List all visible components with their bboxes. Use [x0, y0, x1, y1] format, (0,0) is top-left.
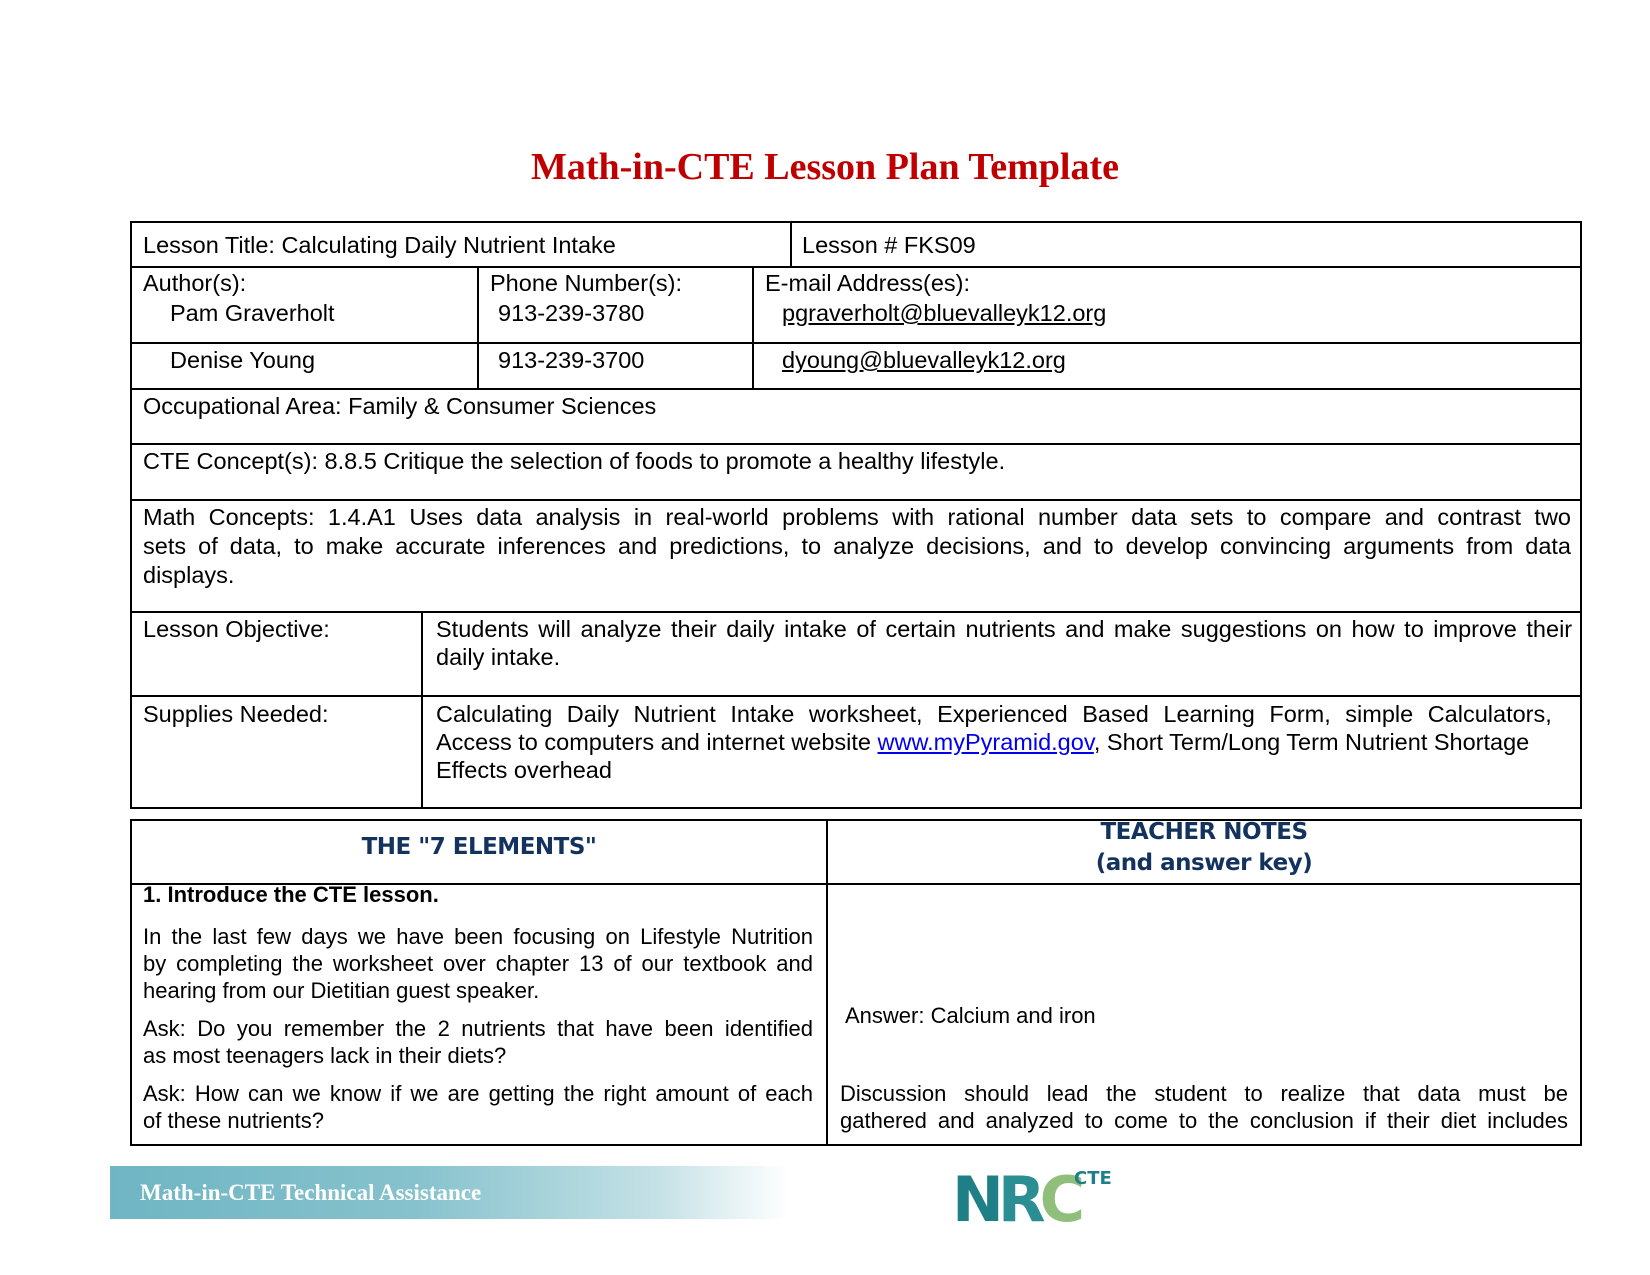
authors-label: Author(s):	[143, 270, 247, 296]
ask-question: of these nutrients?	[143, 1108, 325, 1133]
discussion-note: gathered and analyzed to come to the conclusion if their diet includes	[840, 1108, 1568, 1133]
teacher-notes-subtitle: (and answer key)	[1095, 850, 1313, 876]
supplies-line-text: Access to computers and internet website	[436, 729, 878, 755]
nrc-cte-logo	[950, 1158, 1120, 1228]
ask-question: Ask: Do you remember the 2 nutrients that have been identified	[143, 1016, 813, 1041]
author-email-link[interactable]	[782, 299, 1106, 327]
lesson-number: Lesson # FKS09	[802, 232, 976, 258]
step1-heading: 1. Introduce the CTE lesson.	[143, 882, 439, 907]
author-name: Denise Young	[170, 347, 316, 373]
teacher-notes-header	[828, 817, 1580, 879]
email-link-text[interactable]: dyoung@bluevalleyk12.org	[782, 347, 1066, 373]
objective-label: Lesson Objective:	[143, 616, 330, 642]
author-email-link[interactable]	[782, 346, 1066, 374]
step1-text: In the last few days we have been focusing on Lifestyle Nutrition	[143, 924, 813, 949]
author-phone: 913-239-3780	[498, 300, 645, 326]
author-phone: 913-239-3700	[498, 347, 645, 373]
objective-text	[436, 615, 1580, 685]
phones-label: Phone Number(s):	[490, 270, 682, 296]
occupational-area: Occupational Area: Family & Consumer Sciences	[143, 393, 657, 419]
step1-text: hearing from our Dietitian guest speaker.	[143, 978, 540, 1003]
page-title: Math-in-CTE Lesson Plan Template	[530, 146, 1120, 188]
supplies-text	[436, 700, 1580, 796]
supplies-line-text: , Short Term/Long Term Nutrient Shortage	[1093, 729, 1530, 755]
cte-concepts: CTE Concept(s): 8.8.5 Critique the selection of foods to promote a healthy lifestyle.	[143, 448, 1006, 474]
elements-header: THE "7 ELEMENTS"	[361, 834, 597, 860]
discussion-note: Discussion should lead the student to realize that data must be	[840, 1081, 1568, 1106]
lesson-title: Lesson Title: Calculating Daily Nutrient Intake	[143, 232, 616, 258]
ask-question: Ask: How can we know if we are getting the right amount of each	[143, 1081, 813, 1106]
math-concepts	[143, 503, 1571, 603]
footer-text: Math-in-CTE Technical Assistance	[140, 1180, 482, 1205]
nrc-logo-icon	[950, 1158, 1120, 1228]
svg-text:CTE: CTE	[1074, 1168, 1112, 1189]
supplies-label: Supplies Needed:	[143, 701, 329, 727]
supplies-line: Effects overhead	[436, 757, 612, 783]
emails-label: E-mail Address(es):	[765, 270, 971, 296]
author-name: Pam Graverholt	[170, 300, 335, 326]
objective-line: Students will analyze their daily intake of certain nutrients and make suggestions on how to improve their	[436, 616, 1573, 642]
objective-line: daily intake.	[436, 644, 561, 670]
mypyramid-link[interactable]: www.myPyramid.gov	[877, 729, 1094, 755]
answer-note: Answer: Calcium and iron	[845, 1003, 1096, 1028]
ask-question: as most teenagers lack in their diets?	[143, 1043, 507, 1068]
step1-text: by completing the worksheet over chapter 13 of our textbook and	[143, 951, 813, 976]
teacher-notes-title: TEACHER NOTES	[1100, 819, 1308, 845]
math-concepts-line: sets of data, to make accurate inferences and predictions, to analyze decisions, and to develop convincing arguments from data	[143, 533, 1571, 559]
math-concepts-line: Math Concepts: 1.4.A1 Uses data analysis in real-world problems with rational number data sets to compare and contrast two	[143, 504, 1571, 530]
svg-text:NRC: NRC	[952, 1163, 1080, 1228]
email-link-text[interactable]: pgraverholt@bluevalleyk12.org	[782, 300, 1107, 326]
math-concepts-line: displays.	[143, 562, 235, 588]
supplies-line: Calculating Daily Nutrient Intake worksheet, Experienced Based Learning Form, simple Calculators,	[436, 701, 1552, 727]
supplies-line	[436, 728, 1529, 756]
